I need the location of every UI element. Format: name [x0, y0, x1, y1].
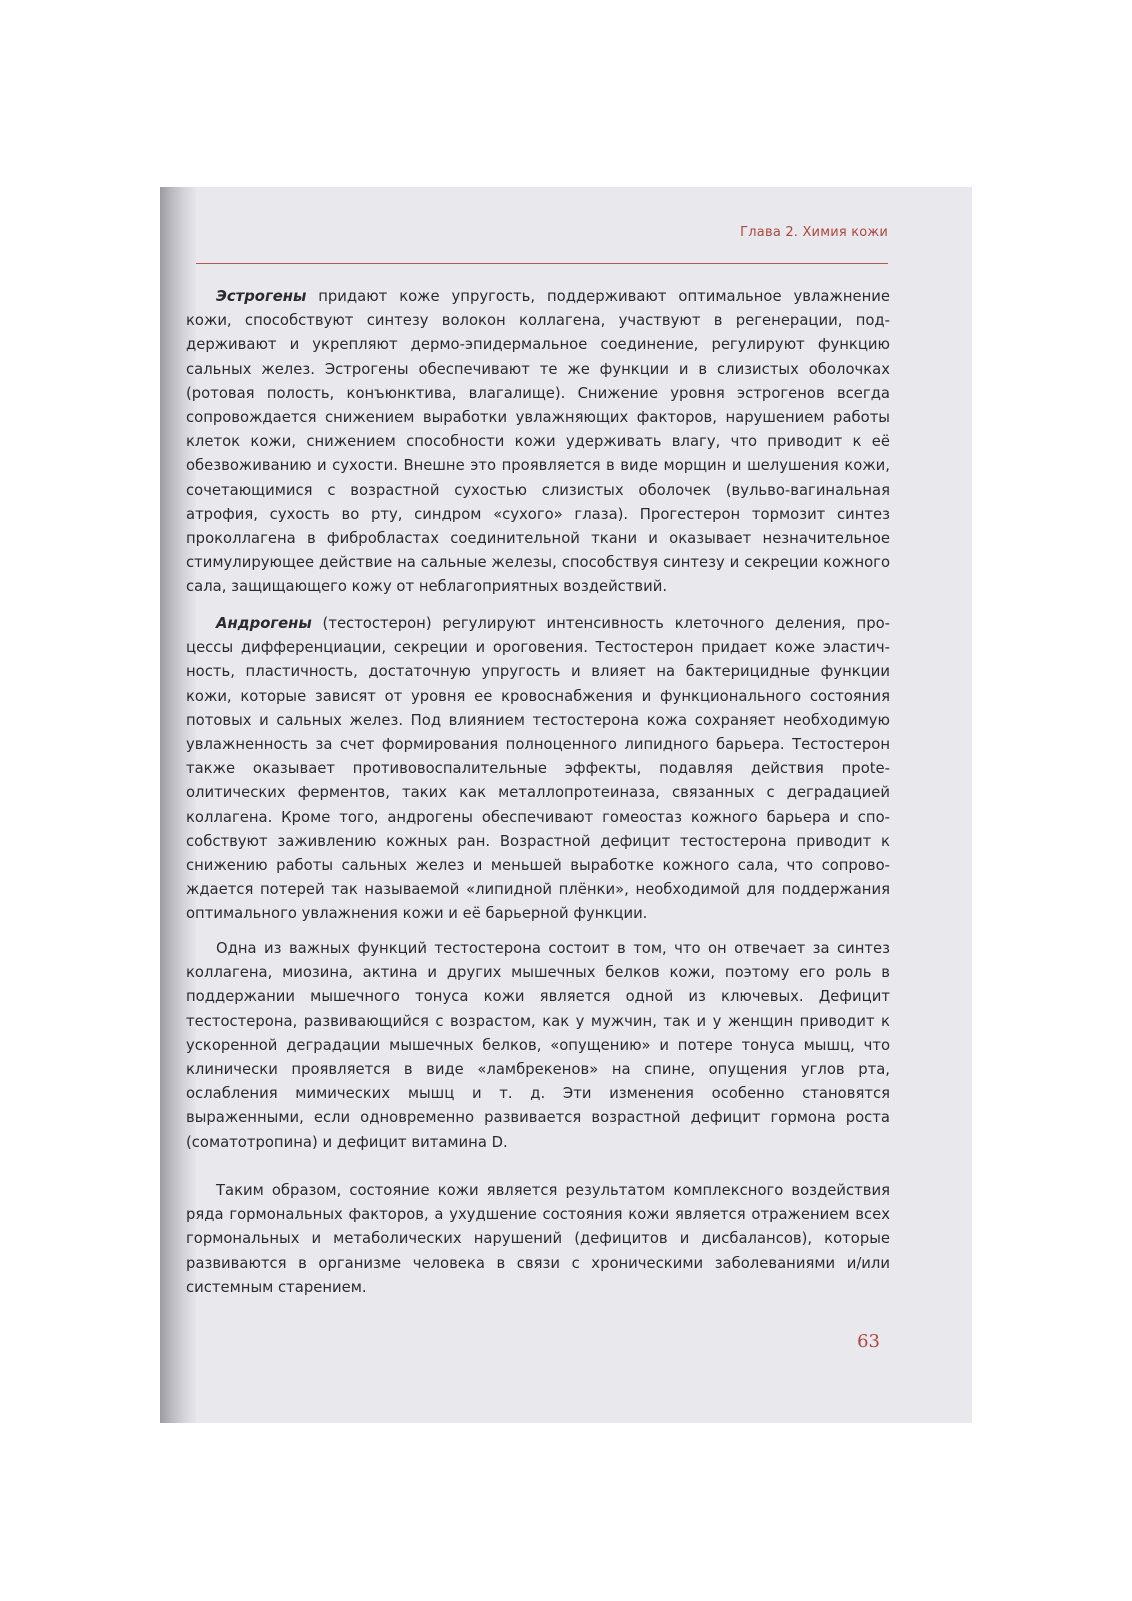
term-androgens: Андрогены: [216, 615, 312, 632]
paragraph-text: (тестостерон) регулируют интенсивность клеточного деления, процессы дифференциации, секреции и ороговения. Тестостерон придает коже эластичность, пластичность, достаточную упругость и влияет на бактерицидные функции кожи, которые зависят от уровня ее кровоснабжения и функционального состояния потовых и сальных желез. Под влиянием тестостерона кожа сохраняет необходимую увлажненность за счет формирования полноценного липидного барьера. Тестостерон также оказывает противовоспалительные эффекты, подавляя действия прoteолитических ферментов, таких как металлопротеиназа, связанных с деградацией коллагена. Кроме того, андрогены обеспечивают гомеостаз кожного барьера и способствуют заживлению кожных ран. Возрастной дефицит тестостерона приводит к снижению работы сальных желез и меньшей выработке кожного сала, что сопровождается потерей так называемой «липидной плёнки», необходимой для поддержания оптимального увлажнения кожи и её барьерной функции.: [186, 615, 890, 923]
term-estrogens: Эстрогены: [216, 288, 307, 305]
running-header: [196, 225, 888, 264]
paragraph-testosterone-function: [186, 937, 890, 1155]
chapter-title: Глава 2. Химия кожи: [740, 225, 888, 240]
page-number: 63: [857, 1331, 880, 1352]
paragraph-text: Таким образом, состояние кожи является результатом комплексного воздействия ряда гормональных факторов, а ухудшение состояния кожи является отражением всех гормональных и метаболических нарушений (дефицитов и дисбалансов), которые развиваются в организме человека в связи с хроническими заболеваниями и/или системным старением.: [186, 1182, 890, 1296]
book-page: [160, 187, 972, 1423]
paragraph-text: придают коже упругость, поддерживают оптимальное увлажнение кожи, способствуют синтезу волокон коллагена, участвуют в регенерации, поддерживают и укрепляют дермо-эпидермальное соединение, регулируют функцию сальных желез. Эстрогены обеспечивают те же функции и в слизистых оболочках (ротовая полость, конъюнктива, влагалище). Снижение уровня эстрогенов всегда сопровождается снижением выработки увлажняющих факторов, нарушением работы клеток кожи, снижением способности кожи удерживать влагу, что приводит к её обезвоживанию и сухости. Внешне это проявляется в виде морщин и шелушения кожи, сочетающимися с возрастной сухостью слизистых оболочек (вульво-вагинальная атрофия, сухость во рту, синдром «сухого» глаза). Прогестерон тормозит синтез проколлагена в фибробластах соединительной ткани и оказывает незначительное стимулирующее действие на сальные железы, способствуя синтезу и секреции кожного сала, защищающего кожу от неблагоприятных воздействий.: [186, 288, 890, 596]
paragraph-estrogens: [186, 285, 890, 600]
paragraph-conclusion: [186, 1179, 890, 1300]
paragraph-androgens: [186, 612, 890, 927]
paragraph-text: Одна из важных функций тестостерона состоит в том, что он отвечает за синтез коллагена, миозина, актина и других мышечных белков кожи, поэтому его роль в поддержании мышечного тонуса кожи является одной из ключевых. Дефицит тестостерона, развивающийся с возрастом, как у мужчин, так и у женщин приводит к ускоренной деградации мышечных белков, «опущению» и потере тонуса мышц, что клинически проявляется в виде «ламбрекенов» на спине, опущения углов рта, ослабления мимических мышц и т. д. Эти изменения особенно становятся выраженными, если одновременно развивается возрастной дефицит гормона роста (соматотропина) и дефицит витамина D.: [186, 940, 890, 1151]
